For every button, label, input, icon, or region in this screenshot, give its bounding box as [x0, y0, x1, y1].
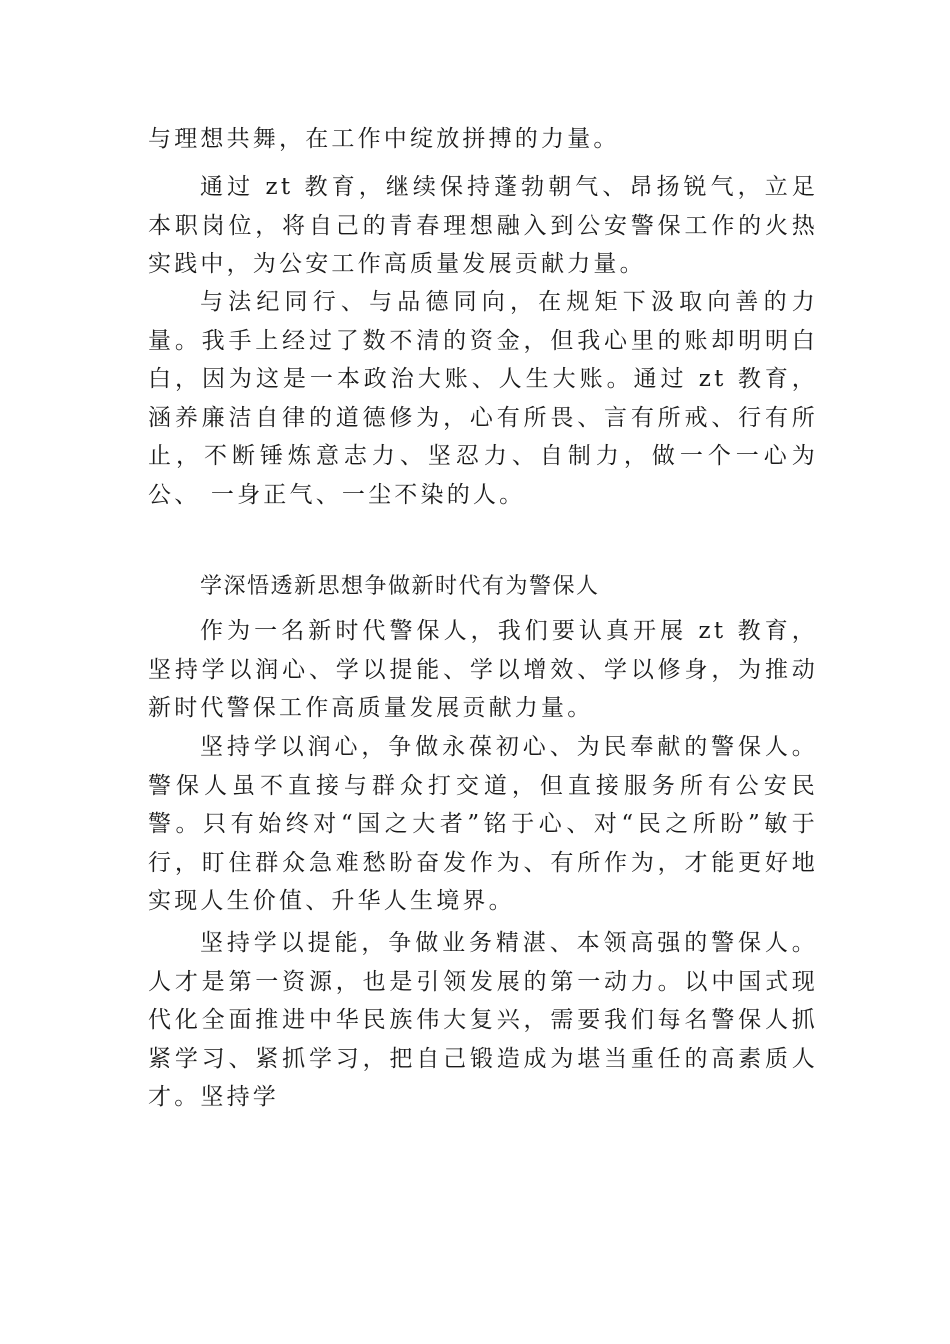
paragraph-text: 坚持学以润心，争做永葆初心、为民奉献的警保人。警保人虽不直接与群众打交道，但直接服务所有公安民警。只有始终对“国之大者”铭于心、对“民之所盼”敏于行，盯住群众急难愁盼奋发作为、有所作为，才能更好地实现人生价值、升华人生境界。 [148, 734, 818, 914]
paragraph-text: 与理想共舞，在工作中绽放拼搏的力量。 [148, 126, 620, 152]
paragraph-discipline [148, 283, 818, 514]
paragraph-text: 作为一名新时代警保人，我们要认真开展 zt 教育，坚持学以润心、学以提能、学以增效、学以修身，为推动新时代警保工作高质量发展贡献力量。 [148, 618, 818, 721]
paragraph-intro [148, 612, 818, 728]
paragraph-text: 与法纪同行、与品德同向，在规矩下汲取向善的力量。我手上经过了数不清的资金，但我心里的账却明明白白，因为这是一本政治大账、人生大账。通过 zt 教育，涵养廉洁自律的道德修为，心有所畏、言有所戒、行有所止，不断锤炼意志力、坚忍力、自制力，做一个一心为公、 一身正气、一尘不染的人。 [148, 289, 818, 508]
paragraph-text: 坚持学以提能，争做业务精湛、本领高强的警保人。人才是第一资源，也是引领发展的第一动力。以中国式现代化全面推进中华民族伟大复兴，需要我们每名警保人抓紧学习、紧抓学习，把自己锻造成为堪当重任的高素质人才。坚持学 [148, 930, 818, 1110]
paragraph-zt-education [148, 168, 818, 284]
section-heading: 学深悟透新思想争做新时代有为警保人 [200, 574, 600, 599]
paragraph-learn-ability [148, 924, 818, 1117]
paragraph-text: 通过 zt 教育，继续保持蓬勃朝气、昂扬锐气，立足本职岗位，将自己的青春理想融入到公安警保工作的火热实践中，为公安工作高质量发展贡献力量。 [148, 174, 818, 277]
paragraph-learn-heart [148, 728, 818, 921]
paragraph-continuation [148, 120, 818, 159]
